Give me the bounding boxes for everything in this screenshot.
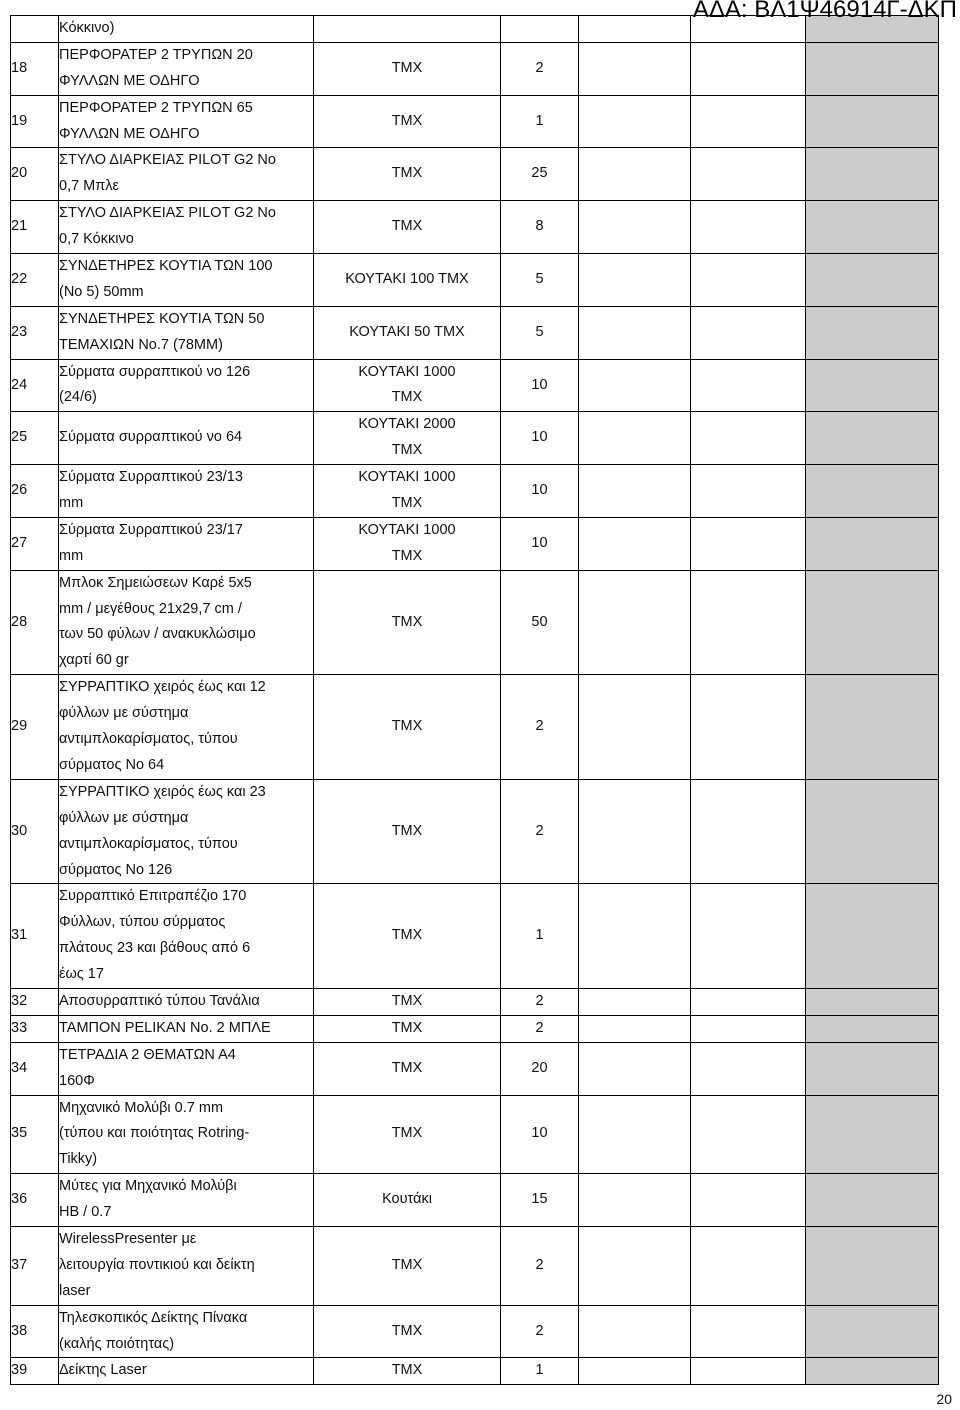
- description-line: ΠΕΡΦΟΡΑΤΕΡ 2 ΤΡΥΠΩΝ 65: [59, 99, 253, 116]
- description-line: ΣΥΝΔΕΤΗΡΕΣ ΚΟΥΤΙΑ ΤΩΝ 50: [59, 310, 265, 327]
- description-line: φύλλων με σύστημα: [59, 809, 189, 826]
- empty-cell: [691, 1015, 806, 1042]
- quantity: 20: [501, 1042, 579, 1095]
- item-description: [59, 1095, 314, 1174]
- table-row: [11, 95, 939, 148]
- row-number: 37: [11, 1227, 59, 1306]
- shaded-cell: [806, 42, 939, 95]
- item-description: [59, 1174, 314, 1227]
- description-line: Σύρματα Συρραπτικού 23/13: [59, 469, 243, 486]
- row-number: 26: [11, 465, 59, 518]
- row-number: 18: [11, 42, 59, 95]
- description-line: Φύλλων, τύπου σύρματος: [59, 914, 226, 931]
- item-description: [59, 1015, 314, 1042]
- shaded-cell: [806, 465, 939, 518]
- unit-line: ΤΜΧ: [391, 218, 423, 235]
- empty-cell: [579, 1358, 691, 1385]
- item-description: [59, 1358, 314, 1385]
- item-description: [59, 779, 314, 884]
- description-line: ΣΤΥΛΟ ΔΙΑΡΚΕΙΑΣ PILOT G2 No: [59, 152, 276, 169]
- table-row: [11, 1227, 939, 1306]
- items-table-body: [11, 16, 939, 1385]
- empty-cell: [691, 1174, 806, 1227]
- unit-of-measure: [314, 465, 501, 518]
- row-number: 30: [11, 779, 59, 884]
- table-row: [11, 1015, 939, 1042]
- unit-of-measure: [314, 95, 501, 148]
- description-line: ΣΥΡΡΑΠΤΙΚΟ χειρός έως και 12: [59, 679, 266, 696]
- unit-of-measure: [314, 42, 501, 95]
- row-number: 28: [11, 570, 59, 675]
- shaded-cell: [806, 988, 939, 1015]
- quantity: 10: [501, 359, 579, 412]
- empty-cell: [691, 465, 806, 518]
- empty-cell: [579, 675, 691, 780]
- quantity: 25: [501, 148, 579, 201]
- row-number: 25: [11, 412, 59, 465]
- empty-cell: [691, 201, 806, 254]
- item-description: [59, 95, 314, 148]
- table-row: [11, 517, 939, 570]
- row-number: 29: [11, 675, 59, 780]
- unit-of-measure: [314, 306, 501, 359]
- description-line: Μπλοκ Σημειώσεων Καρέ 5x5: [59, 574, 252, 591]
- shaded-cell: [806, 95, 939, 148]
- empty-cell: [691, 148, 806, 201]
- description-line: λειτουργία ποντικιού και δείκτη: [59, 1256, 255, 1273]
- table-row: [11, 1174, 939, 1227]
- item-description: [59, 517, 314, 570]
- empty-cell: [579, 1095, 691, 1174]
- shaded-cell: [806, 570, 939, 675]
- description-line: ΣΤΥΛΟ ΔΙΑΡΚΕΙΑΣ PILOT G2 No: [59, 205, 276, 222]
- empty-cell: [579, 779, 691, 884]
- row-number: 38: [11, 1305, 59, 1358]
- description-line: αντιμπλοκαρίσματος, τύπου: [59, 731, 238, 748]
- description-line: Δείκτης Laser: [59, 1362, 147, 1379]
- empty-cell: [691, 412, 806, 465]
- page-number: 20: [936, 1391, 952, 1407]
- description-line: mm: [59, 495, 84, 512]
- shaded-cell: [806, 412, 939, 465]
- description-line: laser: [59, 1282, 91, 1299]
- unit-line: ΤΜΧ: [391, 389, 423, 406]
- empty-cell: [579, 201, 691, 254]
- empty-cell: [691, 1358, 806, 1385]
- row-number: [11, 16, 59, 43]
- empty-cell: [691, 1305, 806, 1358]
- empty-cell: [579, 254, 691, 307]
- quantity: 2: [501, 675, 579, 780]
- empty-cell: [579, 95, 691, 148]
- unit-line: Κουτάκι: [382, 1191, 432, 1208]
- description-line: (No 5) 50mm: [59, 283, 144, 300]
- empty-cell: [691, 675, 806, 780]
- description-line: Σύρματα συρραπτικού νο 126: [59, 363, 251, 380]
- table-row: [11, 148, 939, 201]
- unit-line: ΤΜΧ: [391, 1362, 423, 1379]
- empty-cell: [579, 1305, 691, 1358]
- shaded-cell: [806, 779, 939, 884]
- description-line: Μηχανικό Μολύβι 0.7 mm: [59, 1099, 224, 1116]
- table-row: [11, 884, 939, 989]
- table-row: [11, 1095, 939, 1174]
- quantity: 5: [501, 306, 579, 359]
- quantity: 15: [501, 1174, 579, 1227]
- table-row: [11, 1358, 939, 1385]
- empty-cell: [691, 254, 806, 307]
- unit-line: ΤΜΧ: [391, 1125, 423, 1142]
- quantity: 10: [501, 412, 579, 465]
- empty-cell: [579, 884, 691, 989]
- quantity: 5: [501, 254, 579, 307]
- description-line: mm: [59, 547, 84, 564]
- item-description: [59, 16, 314, 43]
- description-line: WirelessPresenter με: [59, 1231, 197, 1247]
- shaded-cell: [806, 884, 939, 989]
- description-line: HB / 0.7: [59, 1204, 112, 1221]
- description-line: πλάτους 23 και βάθους από 6: [59, 940, 251, 957]
- unit-line: ΤΜΧ: [391, 927, 423, 944]
- unit-line: ΤΜΧ: [391, 1322, 423, 1339]
- quantity: 2: [501, 1305, 579, 1358]
- unit-of-measure: [314, 1095, 501, 1174]
- unit-of-measure: [314, 988, 501, 1015]
- empty-cell: [579, 988, 691, 1015]
- table-row: [11, 988, 939, 1015]
- description-line: Μύτες για Μηχανικό Μολύβι: [59, 1178, 237, 1195]
- unit-line: ΤΜΧ: [391, 442, 423, 459]
- description-line: ΤΕΤΡΑΔΙΑ 2 ΘΕΜΑΤΩΝ Α4: [59, 1046, 236, 1063]
- empty-cell: [691, 359, 806, 412]
- quantity: 2: [501, 42, 579, 95]
- unit-line: ΤΜΧ: [391, 992, 423, 1009]
- unit-line: ΤΜΧ: [391, 718, 423, 735]
- shaded-cell: [806, 359, 939, 412]
- unit-line: ΚΟΥΤΑΚΙ 50 ΤΜΧ: [349, 323, 465, 340]
- description-line: Συρραπτικό Επιτραπέζιο 170: [59, 888, 247, 905]
- unit-line: ΚΟΥΤΑΚΙ 2000: [358, 416, 456, 433]
- unit-line: ΤΜΧ: [391, 547, 423, 564]
- empty-cell: [691, 779, 806, 884]
- table-row: [11, 465, 939, 518]
- row-number: 23: [11, 306, 59, 359]
- unit-of-measure: [314, 201, 501, 254]
- shaded-cell: [806, 1305, 939, 1358]
- description-line: σύρματος Νο 64: [59, 756, 165, 773]
- item-description: [59, 359, 314, 412]
- description-line: Σύρματα συρραπτικού νο 64: [59, 429, 243, 446]
- unit-line: ΚΟΥΤΑΚΙ 1000: [358, 363, 456, 380]
- shaded-cell: [806, 675, 939, 780]
- empty-cell: [691, 95, 806, 148]
- quantity: 8: [501, 201, 579, 254]
- description-line: αντιμπλοκαρίσματος, τύπου: [59, 835, 238, 852]
- shaded-cell: [806, 1015, 939, 1042]
- items-table: [10, 15, 939, 1385]
- table-row: [11, 570, 939, 675]
- row-number: 36: [11, 1174, 59, 1227]
- description-line: χαρτί 60 gr: [59, 652, 129, 669]
- table-row: [11, 675, 939, 780]
- unit-of-measure: [314, 1174, 501, 1227]
- row-number: 33: [11, 1015, 59, 1042]
- item-description: [59, 1042, 314, 1095]
- empty-cell: [691, 1095, 806, 1174]
- table-row: [11, 412, 939, 465]
- unit-line: ΚΟΥΤΑΚΙ 1000: [358, 521, 456, 538]
- ada-code: ΑΔΑ: ΒΛ1Ψ46914Γ-ΔΚΠ: [692, 0, 957, 23]
- item-description: [59, 412, 314, 465]
- shaded-cell: [806, 306, 939, 359]
- empty-cell: [691, 570, 806, 675]
- row-number: 27: [11, 517, 59, 570]
- quantity: 10: [501, 1095, 579, 1174]
- empty-cell: [579, 412, 691, 465]
- description-line: ΤΑΜΠΟΝ PELIKAN No. 2 ΜΠΛΕ: [59, 1019, 271, 1036]
- shaded-cell: [806, 1174, 939, 1227]
- description-line: 160Φ: [59, 1072, 95, 1089]
- empty-cell: [579, 1174, 691, 1227]
- item-description: [59, 465, 314, 518]
- item-description: [59, 306, 314, 359]
- description-line: ΦΥΛΛΩΝ ΜΕ ΟΔΗΓΟ: [59, 125, 200, 142]
- description-line: (καλής ποιότητας): [59, 1335, 175, 1352]
- row-number: 35: [11, 1095, 59, 1174]
- row-number: 34: [11, 1042, 59, 1095]
- empty-cell: [579, 1042, 691, 1095]
- unit-of-measure: [314, 570, 501, 675]
- unit-line: ΤΜΧ: [391, 495, 423, 512]
- row-number: 24: [11, 359, 59, 412]
- quantity: 10: [501, 465, 579, 518]
- unit-of-measure: [314, 779, 501, 884]
- quantity: 1: [501, 95, 579, 148]
- empty-cell: [691, 517, 806, 570]
- item-description: [59, 201, 314, 254]
- unit-line: ΤΜΧ: [391, 1256, 423, 1273]
- table-row: [11, 254, 939, 307]
- quantity: 10: [501, 517, 579, 570]
- description-line: ΦΥΛΛΩΝ ΜΕ ΟΔΗΓΟ: [59, 72, 200, 89]
- unit-line: ΚΟΥΤΑΚΙ 1000: [358, 469, 456, 486]
- unit-of-measure: [314, 1358, 501, 1385]
- empty-cell: [691, 1227, 806, 1306]
- item-description: [59, 570, 314, 675]
- empty-cell: [579, 465, 691, 518]
- unit-of-measure: [314, 254, 501, 307]
- unit-of-measure: [314, 1305, 501, 1358]
- item-description: [59, 1227, 314, 1306]
- row-number: 21: [11, 201, 59, 254]
- unit-of-measure: [314, 1227, 501, 1306]
- description-line: ΣΥΡΡΑΠΤΙΚΟ χειρός έως και 23: [59, 783, 266, 800]
- table-row: [11, 779, 939, 884]
- description-line: Tikky): [59, 1151, 98, 1168]
- description-line: mm / μεγέθους 21x29,7 cm /: [59, 600, 242, 617]
- row-number: 32: [11, 988, 59, 1015]
- empty-cell: [691, 988, 806, 1015]
- quantity: 1: [501, 884, 579, 989]
- empty-cell: [579, 359, 691, 412]
- item-description: [59, 884, 314, 989]
- unit-line: ΤΜΧ: [391, 59, 423, 76]
- empty-cell: [691, 1042, 806, 1095]
- row-number: 31: [11, 884, 59, 989]
- quantity: 50: [501, 570, 579, 675]
- unit-line: ΤΜΧ: [391, 822, 423, 839]
- row-number: 19: [11, 95, 59, 148]
- shaded-cell: [806, 517, 939, 570]
- description-line: ΠΕΡΦΟΡΑΤΕΡ 2 ΤΡΥΠΩΝ 20: [59, 46, 253, 63]
- description-line: των 50 φύλων / ανακυκλώσιμο: [59, 626, 256, 643]
- unit-line: ΤΜΧ: [391, 165, 423, 182]
- empty-cell: [579, 517, 691, 570]
- shaded-cell: [806, 201, 939, 254]
- description-line: Σύρματα Συρραπτικού 23/17: [59, 521, 243, 538]
- unit-of-measure: [314, 1015, 501, 1042]
- description-line: ΣΥΝΔΕΤΗΡΕΣ ΚΟΥΤΙΑ ΤΩΝ 100: [59, 258, 273, 275]
- unit-line: ΤΜΧ: [391, 1059, 423, 1076]
- unit-line: ΤΜΧ: [391, 1019, 423, 1036]
- row-number: 39: [11, 1358, 59, 1385]
- empty-cell: [691, 884, 806, 989]
- shaded-cell: [806, 1358, 939, 1385]
- description-line: 0,7 Μπλε: [59, 178, 119, 195]
- shaded-cell: [806, 148, 939, 201]
- description-line: έως 17: [59, 966, 104, 983]
- shaded-cell: [806, 1042, 939, 1095]
- empty-cell: [579, 42, 691, 95]
- item-description: [59, 254, 314, 307]
- unit-line: ΚΟΥΤΑΚΙ 100 ΤΜΧ: [345, 270, 469, 287]
- shaded-cell: [806, 254, 939, 307]
- shaded-cell: [806, 1095, 939, 1174]
- item-description: [59, 675, 314, 780]
- unit-of-measure: [314, 884, 501, 989]
- empty-cell: [579, 1227, 691, 1306]
- shaded-cell: [806, 1227, 939, 1306]
- item-description: [59, 988, 314, 1015]
- quantity: 2: [501, 1015, 579, 1042]
- empty-cell: [579, 148, 691, 201]
- table-row: [11, 42, 939, 95]
- empty-cell: [579, 570, 691, 675]
- quantity: 2: [501, 779, 579, 884]
- row-number: 20: [11, 148, 59, 201]
- unit-line: ΤΜΧ: [391, 613, 423, 630]
- empty-cell: [691, 306, 806, 359]
- table-row: [11, 1305, 939, 1358]
- item-description: [59, 148, 314, 201]
- description-line: (τύπου και ποιότητας Rotring-: [59, 1125, 250, 1142]
- description-line: Κόκκινο): [59, 20, 115, 36]
- unit-of-measure: [314, 148, 501, 201]
- quantity: [501, 16, 579, 43]
- row-number: 22: [11, 254, 59, 307]
- description-line: Τηλεσκοπικός Δείκτης Πίνακα: [59, 1309, 248, 1326]
- empty-cell: [691, 42, 806, 95]
- unit-of-measure: [314, 1042, 501, 1095]
- table-row: [11, 201, 939, 254]
- empty-cell: [579, 16, 691, 43]
- table-row: [11, 306, 939, 359]
- item-description: [59, 1305, 314, 1358]
- description-line: φύλλων με σύστημα: [59, 705, 189, 722]
- table-row: [11, 1042, 939, 1095]
- unit-of-measure: [314, 675, 501, 780]
- description-line: Αποσυρραπτικό τύπου Τανάλια: [59, 992, 260, 1009]
- table-row: [11, 359, 939, 412]
- quantity: 1: [501, 1358, 579, 1385]
- unit-of-measure: [314, 517, 501, 570]
- description-line: 0,7 Κόκκινο: [59, 231, 134, 248]
- unit-of-measure: [314, 412, 501, 465]
- empty-cell: [579, 306, 691, 359]
- unit-of-measure: [314, 16, 501, 43]
- empty-cell: [579, 1015, 691, 1042]
- quantity: 2: [501, 1227, 579, 1306]
- description-line: ΤΕΜΑΧΙΩΝ No.7 (78ΜΜ): [59, 336, 223, 353]
- item-description: [59, 42, 314, 95]
- unit-of-measure: [314, 359, 501, 412]
- description-line: σύρματος Νο 126: [59, 861, 173, 878]
- unit-line: ΤΜΧ: [391, 112, 423, 129]
- quantity: 2: [501, 988, 579, 1015]
- description-line: (24/6): [59, 389, 97, 406]
